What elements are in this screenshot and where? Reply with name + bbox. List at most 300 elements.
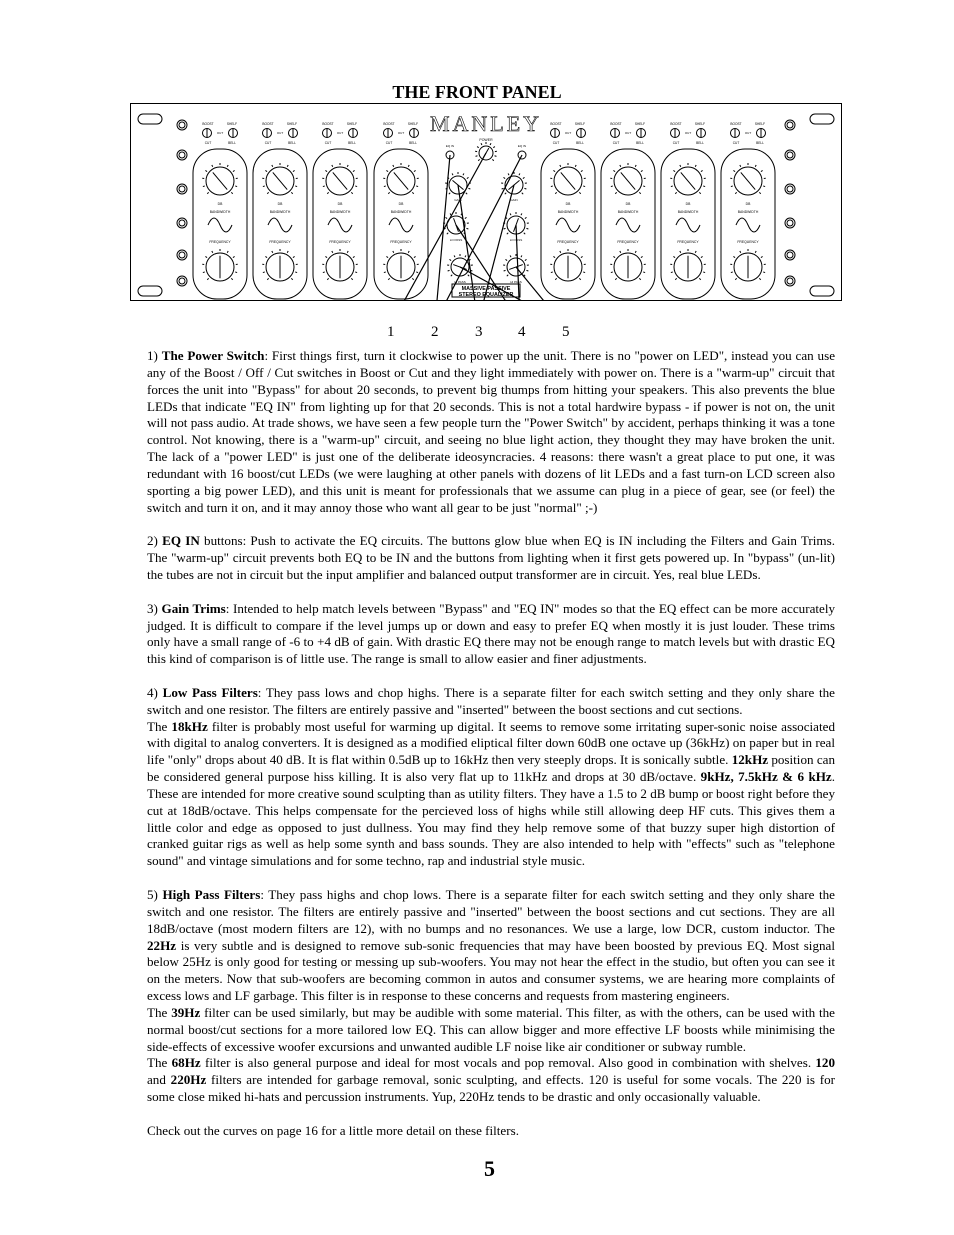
knob-tick — [613, 256, 615, 257]
panel-label: BOOST — [202, 122, 214, 126]
knob-tick — [680, 251, 681, 253]
side-button-icon — [179, 220, 185, 226]
knob-tick — [575, 251, 576, 253]
knob-tick — [583, 272, 585, 273]
knob-tick — [731, 272, 733, 273]
section-low-pass-detail: The 18kHz filter is probably most useful for warming up digital. It seems to remove some irritating super-sonic noise associated with digital to analog converters. It is designed as a modified eliptical filter down 60dB one octave up (36kHz) on paper but in real life "only" drops about 40 dB. It is flat within 0.5dB up to 16kHz then very steeply drops. It is sonically subtle. 12kHz position can be considered general purpose hiss killing. It is also very flat up to 11kHz and drops at 30 dB/octave. 9kHz, 7.5kHz & 6 kHz. These are intended for more creative sound sculpting than as utility filters. They have a 1.5 to 2 dB bump or boost right before they cut at 18dB/octave. This helps compensate for the percieved loss of highs while still allowing deep HF cuts. This gives them a little color and edge as opposed to just dullness. You may find they help remove some of that buzzy super high distortion of cranked guitar rigs as well as help some synth and bass sounds. They are also intended to help with "effects" such as "telephone sound" and vintage simulations and for some techno, rap and industrial style music. — [147, 718, 835, 869]
knob-tick — [454, 255, 455, 257]
rack-slot-icon — [810, 286, 834, 296]
panel-label: FREQUENCY — [390, 240, 412, 244]
side-button-icon — [787, 186, 793, 192]
panel-label: HI PASS — [510, 280, 522, 284]
knob-tick — [525, 217, 527, 218]
panel-label: HI PASS — [454, 280, 466, 284]
knob-tick — [233, 256, 235, 257]
panel-label: LO PASS — [509, 238, 523, 242]
knob-tick — [699, 192, 700, 193]
side-button-icon — [179, 252, 185, 258]
callout-5: 5 — [562, 324, 570, 340]
knob-tick — [465, 217, 467, 218]
panel-label: CUT — [385, 141, 393, 145]
knob-tick — [384, 272, 386, 273]
body-text — [147, 348, 835, 1157]
knob-tick — [695, 165, 696, 167]
panel-label: CUT — [264, 141, 272, 145]
knob-tick — [641, 170, 643, 171]
knob-tick — [227, 251, 228, 253]
bandwidth-curve-icon — [268, 218, 292, 232]
knob-pointer — [621, 172, 635, 189]
panel-label: CUT — [612, 141, 620, 145]
knob-tick — [235, 272, 237, 273]
panel-label: FREQUENCY — [269, 240, 291, 244]
knob-tick — [620, 165, 621, 167]
knob-tick — [384, 186, 386, 187]
knob-tick — [671, 272, 673, 273]
bandwidth-curve-icon — [616, 218, 640, 232]
knob-tick — [265, 256, 267, 257]
knob-tick — [231, 192, 232, 193]
eq-band-5 — [541, 122, 595, 299]
knob-tick — [673, 170, 675, 171]
knob-tick — [388, 278, 389, 279]
panel-label: CUT — [324, 141, 332, 145]
knob-pointer — [561, 172, 575, 189]
panel-label: OUT — [336, 131, 344, 135]
knob-tick — [504, 228, 506, 229]
knob-tick — [466, 228, 468, 229]
knob-tick — [448, 270, 450, 271]
knob-tick — [525, 259, 527, 260]
knob-tick — [553, 170, 555, 171]
knob-tick — [551, 186, 553, 187]
eq-band-2 — [253, 122, 307, 299]
knob-tick — [203, 186, 205, 187]
panel-label: BANDWIDTH — [390, 210, 412, 214]
knob-tick — [759, 192, 760, 193]
panel-label: BOOST — [262, 122, 274, 126]
callout-2: 2 — [431, 324, 439, 340]
knob-tick — [412, 278, 413, 279]
knob-tick — [412, 192, 413, 193]
knob-tick — [450, 213, 451, 215]
section-heading: The Power Switch — [161, 348, 265, 363]
panel-label: FREQUENCY — [329, 240, 351, 244]
knob-tick — [323, 186, 325, 187]
knob-tick — [505, 193, 506, 194]
section-high-pass-39hz: The 39Hz filter can be used similarly, but may be audible with some material. This filter, as with the others, can be used with the normal boost/cut sections for a more tailored low EQ. This can allow bigger and more effective LF boosts while minimising the side-effects of excessive woofer excursions and unwanted audible LF noise like air conditioner or subway rumble. — [147, 1004, 835, 1054]
knob-tick — [583, 186, 585, 187]
knob-tick — [476, 156, 478, 157]
panel-label: BOOST — [730, 122, 742, 126]
side-button-icon — [179, 152, 185, 158]
eq-band-1 — [193, 122, 247, 299]
knob-tick — [620, 251, 621, 253]
knob-tick — [733, 170, 735, 171]
knob-tick — [414, 170, 416, 171]
panel-label: GAIN — [510, 198, 518, 202]
knob-tick — [555, 278, 556, 279]
knob-pointer — [273, 172, 287, 189]
bandwidth-curve-icon — [328, 218, 352, 232]
section-heading: Gain Trims — [161, 600, 226, 616]
knob-tick — [327, 278, 328, 279]
brand-logo: MANLEY — [429, 111, 543, 136]
knob-tick — [755, 165, 756, 167]
side-button-icon — [787, 220, 793, 226]
knob-pointer — [681, 172, 695, 189]
knob-tick — [695, 251, 696, 253]
knob-tick — [508, 173, 509, 175]
side-button-icon — [787, 278, 793, 284]
knob-tick — [755, 251, 756, 253]
knob-tick — [293, 256, 295, 257]
panel-label: FREQUENCY — [209, 240, 231, 244]
knob-tick — [699, 278, 700, 279]
section-power-switch: 1) The Power Switch: First things first, turn it clockwise to power up the unit. There is no "power on LED", instead you can use any of the Boost / Off / Cut switches in Boost or Cut and they light immediately with power on. There is a "warm-up" circuit that forces the unit into "Bypass" for about 20 seconds, to prevent big thumps from hitting your speakers. This also prevents the blue LEDs that indicate "EQ IN" from lighting up for that 20 seconds. This is not a total hardwire bypass - if power is not on, the unit will not pass audio. At trade shows, we have seen a few people turn the "Power Switch" by accident, perhaps thinking it was a tone control. Not knowing, there is a "warm-up" circuit, and seeing no blue light action, they thought they may have broken the unit. The lack of a "power LED" is just one of the deliberate ideosyncracies. 4 reasons: there wasn't a great place to put one, it was redundant with 16 boost/cut LEDs (we were laughing at other panels with dozens of lit LEDs and a fast turn-on LCD screen also sporting a big power LED), and this unit is meant for professionals that we assume can plug in a piece of gear, see (or feel) the switch and turn it on, and it may annoy those who want all gear to be just "normal" ;-) — [147, 348, 836, 515]
panel-label: LO PASS — [449, 238, 463, 242]
knob-tick — [673, 256, 675, 257]
knob-tick — [641, 256, 643, 257]
knob-tick — [263, 186, 265, 187]
knob-tick — [526, 228, 528, 229]
knob-tick — [293, 170, 295, 171]
panel-label: SHELF — [346, 122, 358, 126]
knob-tick — [466, 193, 467, 194]
panel-label: FREQUENCY — [677, 240, 699, 244]
knob-tick — [408, 251, 409, 253]
panel-label: OUT — [564, 131, 572, 135]
product-subtitle: STEREO EQUALIZER — [458, 292, 514, 298]
product-name: MASSIVE PASSIVE — [461, 286, 511, 292]
section-heading: EQ IN — [162, 533, 200, 549]
section-high-pass: 5) High Pass Filters: They pass highs and chop lows. There is a separate filter for each switch setting and they only share the switch and one resistor. The filters are entirely passive and "inserted" between the boost sections and cut sections. They are all 18dB/octave (most modern filters are 12), with no bumps and no resonances. We use a large, low DCR, custom inductor. The 22Hz is very subtle and is designed to remove sub-sonic frequencies that may have been boosted by previous EQ. Most signal below 25Hz is only good for testing or messing up sub-woofers. You may not hear the effect in the studio, but often you can see it on the meters. Now that sub-woofers are becoming common in autos and consumer systems, we are hearing more complaints of excess lows and LF garbage. This filter is in response to these concerns and requests from mastering engineers. — [147, 887, 835, 1004]
panel-label: BELL — [576, 141, 584, 145]
knob-tick — [740, 251, 741, 253]
closing-note: Check out the curves on page 16 for a little more detail on these filters. — [147, 1122, 519, 1138]
callout-3: 3 — [475, 324, 483, 340]
bandwidth-curve-icon — [736, 218, 760, 232]
panel-label: OUT — [744, 131, 752, 135]
section-heading: Low Pass Filters — [162, 684, 258, 700]
panel-label: CUT — [732, 141, 740, 145]
panel-label: BANDWIDTH — [269, 210, 291, 214]
knob-tick — [205, 256, 207, 257]
knob-tick — [393, 251, 394, 253]
callout-1: 1 — [387, 324, 395, 340]
knob-tick — [235, 186, 237, 187]
knob-tick — [560, 165, 561, 167]
knob-tick — [643, 186, 645, 187]
knob-tick — [478, 159, 479, 160]
section-eq-in: 2) EQ IN buttons: Push to activate the EQ circuits. The buttons glow blue when EQ is IN including the Filters and Gain Trims. The "warm-up" circuit prevents both EQ to be IN and the buttons from lighting when it first gets powered up. In "bypass" (un-lit) the tubes are not in circuit but the input amplifier and balanced output transformer are in circuit. Yes, real blue LEDs. — [147, 533, 835, 582]
knob-tick — [347, 165, 348, 167]
knob-tick — [272, 251, 273, 253]
knob-tick — [763, 272, 765, 273]
knob-tick — [227, 165, 228, 167]
panel-label: SHELF — [286, 122, 298, 126]
knob-tick — [291, 192, 292, 193]
knob-pointer — [213, 172, 227, 189]
knob-tick — [408, 165, 409, 167]
knob-tick — [680, 165, 681, 167]
knob-tick — [231, 278, 232, 279]
knob-tick — [291, 278, 292, 279]
knob-tick — [323, 272, 325, 273]
knob-tick — [521, 213, 522, 215]
knob-tick — [212, 251, 213, 253]
knob-tick — [579, 192, 580, 193]
knob-tick — [355, 186, 357, 187]
knob-tick — [451, 275, 452, 276]
knob-tick — [575, 165, 576, 167]
knob-tick — [524, 188, 526, 189]
callout-numbers — [0, 324, 954, 346]
panel-label: SHELF — [694, 122, 706, 126]
side-button-icon — [179, 122, 185, 128]
knob-tick — [388, 192, 389, 193]
front-panel-illustration — [130, 103, 842, 301]
bandwidth-curve-icon — [556, 218, 580, 232]
knob-tick — [449, 259, 451, 260]
panel-label: FREQUENCY — [557, 240, 579, 244]
rack-slot-icon — [138, 286, 162, 296]
knob-tick — [490, 143, 491, 145]
panel-label: DB — [745, 202, 751, 206]
side-button-icon — [179, 278, 185, 284]
panel-label: BANDWIDTH — [737, 210, 759, 214]
knob-tick — [325, 256, 327, 257]
knob-pointer — [333, 172, 347, 189]
callout-leader-line — [516, 225, 520, 301]
knob-tick — [416, 272, 418, 273]
knob-tick — [703, 272, 705, 273]
knob-tick — [327, 192, 328, 193]
knob-tick — [761, 170, 763, 171]
knob-tick — [207, 192, 208, 193]
knob-tick — [265, 170, 267, 171]
knob-tick — [332, 251, 333, 253]
knob-tick — [272, 165, 273, 167]
eq-band-7 — [661, 122, 715, 299]
knob-tick — [643, 272, 645, 273]
side-button-icon — [787, 122, 793, 128]
eq-band-8 — [721, 122, 775, 299]
knob-tick — [579, 278, 580, 279]
knob-tick — [701, 256, 703, 257]
knob-tick — [267, 192, 268, 193]
panel-label: FREQUENCY — [737, 240, 759, 244]
side-button-icon — [179, 186, 185, 192]
panel-label: CUT — [552, 141, 560, 145]
knob-tick — [555, 192, 556, 193]
rack-slot-icon — [810, 114, 834, 124]
knob-tick — [295, 186, 297, 187]
knob-tick — [615, 278, 616, 279]
callout-4: 4 — [518, 324, 526, 340]
panel-label: BELL — [756, 141, 764, 145]
knob-tick — [492, 159, 493, 160]
knob-tick — [733, 256, 735, 257]
knob-tick — [212, 165, 213, 167]
knob-tick — [523, 177, 525, 178]
knob-tick — [207, 278, 208, 279]
knob-tick — [703, 186, 705, 187]
panel-label: SHELF — [754, 122, 766, 126]
knob-tick — [526, 270, 528, 271]
knob-tick — [502, 188, 504, 189]
knob-tick — [553, 256, 555, 257]
knob-tick — [551, 272, 553, 273]
knob-tick — [639, 278, 640, 279]
knob-tick — [524, 233, 525, 234]
knob-tick — [519, 173, 520, 175]
panel-label: BOOST — [322, 122, 334, 126]
knob-tick — [287, 165, 288, 167]
knob-tick — [635, 251, 636, 253]
knob-tick — [735, 192, 736, 193]
knob-tick — [325, 170, 327, 171]
knob-tick — [639, 192, 640, 193]
panel-label: OUT — [684, 131, 692, 135]
panel-label: EQ IN — [445, 144, 455, 148]
knob-tick — [353, 256, 355, 257]
knob-tick — [233, 170, 235, 171]
bandwidth-curve-icon — [208, 218, 232, 232]
knob-tick — [671, 186, 673, 187]
knob-tick — [740, 165, 741, 167]
panel-label: OUT — [216, 131, 224, 135]
knob-tick — [521, 255, 522, 257]
panel-label: BANDWIDTH — [617, 210, 639, 214]
knob-tick — [386, 256, 388, 257]
knob-tick — [763, 186, 765, 187]
panel-label: BANDWIDTH — [557, 210, 579, 214]
panel-label: BOOST — [670, 122, 682, 126]
panel-label: DB — [565, 202, 571, 206]
side-button-icon — [787, 252, 793, 258]
knob-tick — [731, 186, 733, 187]
knob-tick — [581, 256, 583, 257]
eq-band-6 — [601, 122, 655, 299]
knob-tick — [477, 147, 479, 148]
knob-tick — [447, 233, 448, 234]
knob-tick — [355, 272, 357, 273]
panel-label: BOOST — [610, 122, 622, 126]
knob-tick — [332, 165, 333, 167]
panel-label: SHELF — [407, 122, 419, 126]
panel-label: BELL — [228, 141, 236, 145]
panel-label: GAIN — [454, 198, 462, 202]
knob-pointer — [741, 172, 755, 189]
knob-tick — [481, 143, 482, 145]
panel-label: DB — [337, 202, 343, 206]
knob-tick — [493, 147, 495, 148]
knob-tick — [503, 177, 505, 178]
knob-tick — [495, 156, 497, 157]
knob-tick — [393, 165, 394, 167]
panel-label: DB — [625, 202, 631, 206]
panel-label: DB — [398, 202, 404, 206]
knob-tick — [504, 270, 506, 271]
knob-tick — [611, 272, 613, 273]
panel-label: SHELF — [574, 122, 586, 126]
knob-tick — [263, 272, 265, 273]
knob-tick — [347, 251, 348, 253]
eq-band-3 — [313, 122, 367, 299]
knob-tick — [416, 186, 418, 187]
knob-tick — [505, 259, 507, 260]
knob-tick — [735, 278, 736, 279]
panel-label: BANDWIDTH — [209, 210, 231, 214]
knob-tick — [635, 165, 636, 167]
panel-label: BELL — [348, 141, 356, 145]
knob-tick — [449, 193, 450, 194]
knob-tick — [452, 173, 453, 175]
panel-label: BOOST — [550, 122, 562, 126]
bandwidth-curve-icon — [676, 218, 700, 232]
panel-label: BELL — [288, 141, 296, 145]
knob-tick — [613, 170, 615, 171]
panel-label: CUT — [204, 141, 212, 145]
panel-label: EQ IN — [517, 144, 527, 148]
side-button-icon — [787, 152, 793, 158]
panel-label: SHELF — [226, 122, 238, 126]
bandwidth-curve-icon — [389, 218, 413, 232]
panel-label: BELL — [636, 141, 644, 145]
knob-tick — [759, 278, 760, 279]
knob-tick — [510, 255, 511, 257]
panel-label: DB — [217, 202, 223, 206]
knob-tick — [761, 256, 763, 257]
knob-tick — [267, 278, 268, 279]
section-low-pass: 4) Low Pass Filters: They pass lows and chop highs. There is a separate filter for each switch setting and they only share the switch and one resistor. The filters are entirely passive and "inserted" between the boost sections and cut sections. — [147, 684, 835, 717]
knob-tick — [386, 170, 388, 171]
panel-label: FREQUENCY — [617, 240, 639, 244]
section-high-pass-68hz: The 68Hz filter is also general purpose and ideal for most vocals and pop removal. Also good in combination with shelves. 120 and 220Hz filters are intended for garbage removal, sonic sculpting, and effects. 120 is useful for some vocals. The 220 is for some close miked hi-hats and percussion instruments. Yup, 220Hz tends to be drastic and only occasionally valuable. — [147, 1055, 835, 1105]
knob-tick — [675, 192, 676, 193]
knob-tick — [203, 272, 205, 273]
section-gain-trims: 3) Gain Trims: Intended to help match levels between "Bypass" and "EQ IN" modes so that the EQ effect can be more accurately judged. It is difficult to compare if the level jumps up or down and easy to prefer EQ when mostly it is just louder. These trims only have a small range of -6 to +4 dB of gain. With drastic EQ there may not be enough range to match levels but with drastic EQ this kind of comparison is of little use. The range is small to allow easier and finer adjustments. — [147, 600, 836, 667]
knob-tick — [507, 275, 508, 276]
panel-label: DB — [277, 202, 283, 206]
page-number: 5 — [484, 1156, 495, 1181]
knob-tick — [522, 193, 523, 194]
knob-tick — [468, 188, 470, 189]
knob-tick — [295, 272, 297, 273]
knob-tick — [445, 217, 447, 218]
panel-label: DB — [685, 202, 691, 206]
knob-tick — [611, 186, 613, 187]
knob-tick — [465, 255, 466, 257]
panel-label: BELL — [696, 141, 704, 145]
panel-label: BANDWIDTH — [677, 210, 699, 214]
rack-slot-icon — [138, 114, 162, 124]
knob-tick — [701, 170, 703, 171]
knob-tick — [351, 278, 352, 279]
knob-tick — [468, 275, 469, 276]
panel-label: OUT — [624, 131, 632, 135]
panel-label: OUT — [276, 131, 284, 135]
knob-tick — [414, 256, 416, 257]
knob-tick — [510, 213, 511, 215]
page-title: THE FRONT PANEL — [392, 82, 562, 102]
knob-tick — [287, 251, 288, 253]
knob-pointer — [394, 172, 408, 189]
knob-tick — [581, 170, 583, 171]
panel-label: OUT — [397, 131, 405, 135]
panel-label: SHELF — [634, 122, 646, 126]
